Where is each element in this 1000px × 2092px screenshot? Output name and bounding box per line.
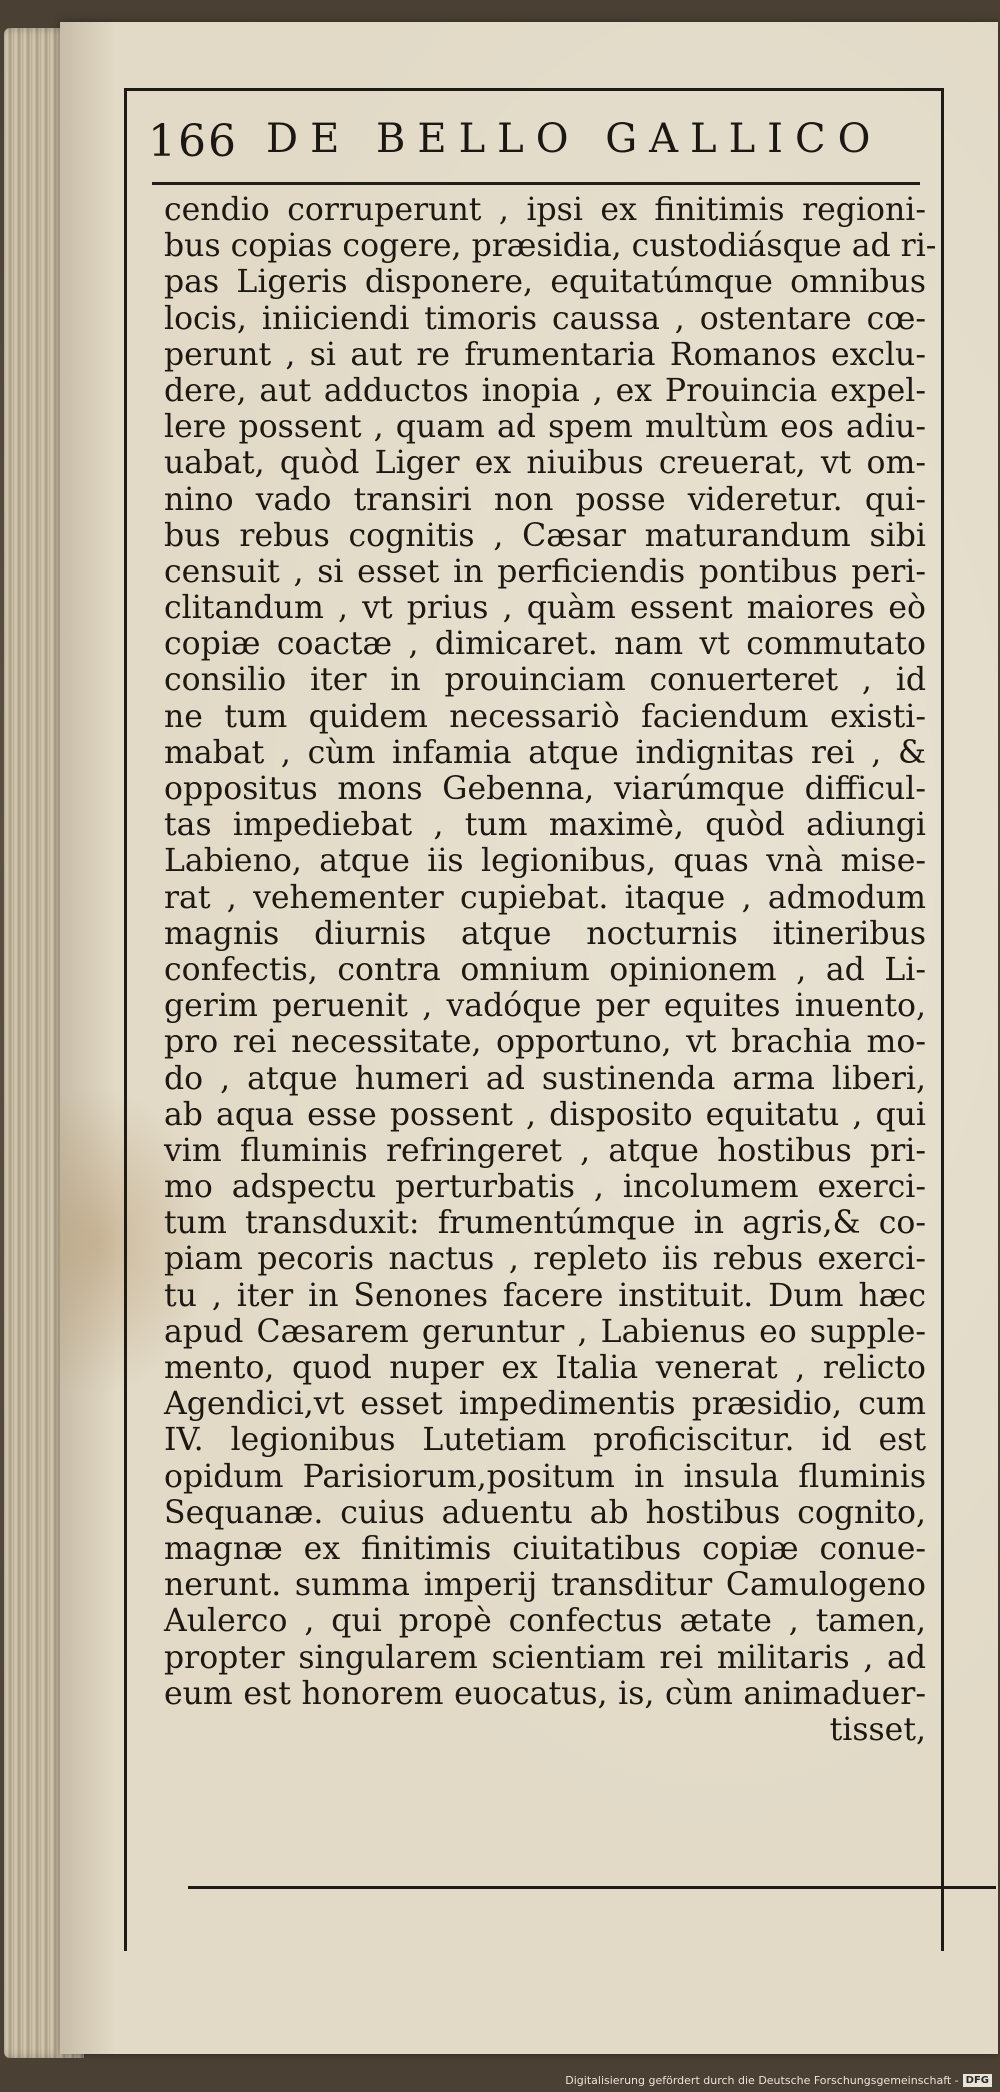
text-line: IV. legionibus Lutetiam proficiscitur. id est xyxy=(164,1422,926,1459)
text-line: confectis, contra omnium opinionem , ad Li- xyxy=(164,951,926,988)
digitization-footer xyxy=(565,2070,992,2090)
text-line: consilio iter in prouinciam conuerteret , id xyxy=(164,662,926,699)
text-line: nino vado transiri non posse videretur. qui- xyxy=(164,481,926,518)
text-line: Labieno, atque iis legionibus, quas vnà mise- xyxy=(164,843,926,880)
page-number: 166 xyxy=(148,116,238,167)
digitization-credit: Digitalisierung gefördert durch die Deutsche Forschungsgemeinschaft - xyxy=(565,2073,959,2087)
text-line: bus copias cogere, præsidia, custodiásque ad ri- xyxy=(164,228,937,265)
page-header xyxy=(148,108,928,178)
text-line: uabat, quòd Liger ex niuibus creuerat, vt om- xyxy=(164,445,926,482)
footer-rule xyxy=(188,1886,996,1889)
text-line: Aulerco , qui propè confectus ætate , tamen, xyxy=(164,1603,926,1640)
text-line: apud Cæsarem geruntur , Labienus eo supple- xyxy=(164,1313,926,1350)
text-line: censuit , si esset in perficiendis pontibus peri- xyxy=(164,553,926,590)
text-line: copiæ coactæ , dimicaret. nam vt commutato xyxy=(164,626,926,663)
text-line: Sequanæ. cuius aduentu ab hostibus cognito, xyxy=(164,1494,926,1531)
text-line: mento, quod nuper ex Italia venerat , relicto xyxy=(164,1350,926,1386)
text-line: tum transduxit: frumentúmque in agris,& co- xyxy=(164,1205,926,1242)
text-line: propter singularem scientiam rei militaris , ad xyxy=(164,1639,926,1676)
text-line: lere possent , quam ad spem multùm eos adiu- xyxy=(164,409,926,446)
text-line: eum est honorem euocatus, is, cùm animaduer- xyxy=(164,1675,926,1712)
dfg-logo-icon: DFG xyxy=(963,2074,992,2087)
text-line: piam pecoris nactus , repleto iis rebus exerci- xyxy=(164,1241,926,1278)
text-line: tisset, xyxy=(829,1711,926,1748)
text-line: rat , vehementer cupiebat. itaque , admodum xyxy=(164,879,926,916)
text-line: cendio corruperunt , ipsi ex finitimis regioni- xyxy=(164,192,926,228)
text-line: Agendici,vt esset impedimentis præsidio, cum xyxy=(164,1386,926,1423)
text-line: bus rebus cognitis , Cæsar maturandum sibi xyxy=(164,517,926,554)
text-line: gerim peruenit , vadóque per equites inuento, xyxy=(164,988,926,1025)
text-line: do , atque humeri ad sustinenda arma liberi, xyxy=(164,1060,926,1097)
text-line: opidum Parisiorum,positum in insula fluminis xyxy=(164,1458,926,1495)
text-line: tas impediebat , tum maximè, quòd adiungi xyxy=(164,807,926,844)
text-line: nerunt. summa imperij transditur Camulogeno xyxy=(164,1567,926,1604)
text-line: pro rei necessitate, opportuno, vt brachia mo- xyxy=(164,1024,926,1061)
page-text-block xyxy=(164,192,937,1748)
text-line: ne tum quidem necessariò faciendum existi- xyxy=(164,698,926,735)
text-line: mo adspectu perturbatis , incolumem exerci- xyxy=(164,1169,926,1206)
text-line: tu , iter in Senones facere instituit. Dum hæc xyxy=(164,1277,926,1314)
text-line: mabat , cùm infamia atque indignitas rei , & xyxy=(164,734,926,771)
text-line: vim fluminis refringeret , atque hostibus pri- xyxy=(164,1132,926,1169)
text-line: clitandum , vt prius , quàm essent maiores eò xyxy=(164,590,926,627)
text-line: perunt , si aut re frumentaria Romanos exclu- xyxy=(164,336,926,373)
text-line: pas Ligeris disponere, equitatúmque omnibus xyxy=(164,264,926,301)
text-line: magnæ ex finitimis ciuitatibus copiæ conue- xyxy=(164,1530,926,1567)
text-line: ab aqua esse possent , disposito equitatu , qui xyxy=(164,1096,926,1133)
text-line: dere, aut adductos inopia , ex Prouincia expel- xyxy=(164,372,926,409)
book-page xyxy=(60,22,998,2054)
running-head: DE BELLO GALLICO xyxy=(266,116,883,162)
header-rule xyxy=(152,182,920,185)
text-line: locis, iniiciendi timoris caussa , ostentare cœ- xyxy=(164,300,926,337)
text-line: oppositus mons Gebenna, viarúmque difficul- xyxy=(164,771,926,807)
text-line: magnis diurnis atque nocturnis itineribus xyxy=(164,915,926,952)
